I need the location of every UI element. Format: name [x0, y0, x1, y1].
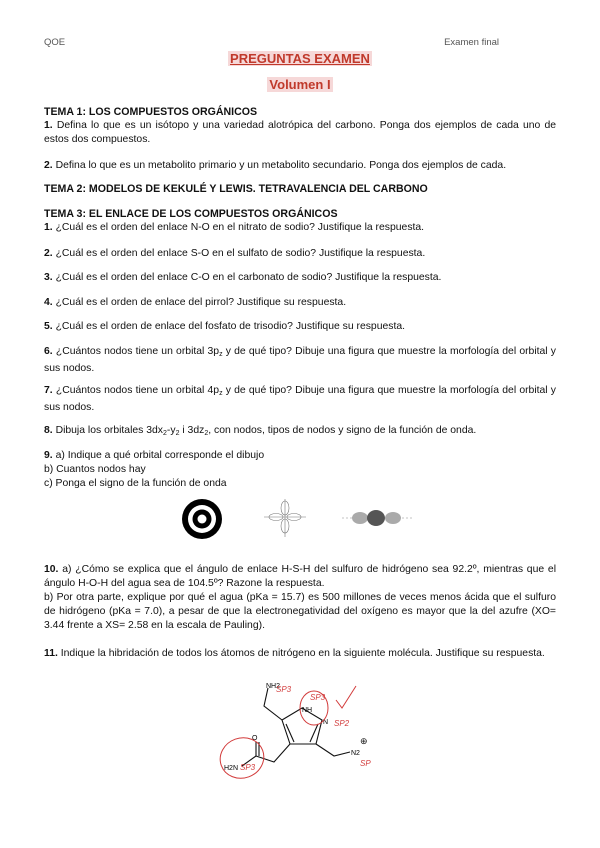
molecule-nh2-top: NH2 — [266, 683, 281, 690]
molecule-charge-plus: ⊕ — [360, 736, 368, 746]
tema3-q11: 11. Indique la hibridación de todos los átomos de nitrógeno en la siguiente molécula. Justifique su respuesta. — [44, 648, 545, 659]
tema3-q8: 8. Dibuja los orbitales $3dx_2-y_2$ i $3dz_2$, con nodos, tipos de nodos y signo de la función de onda. — [44, 425, 477, 437]
molecule-n2: N2 — [351, 750, 360, 757]
tema3-q4: 4. ¿Cuál es el orden de enlace del pirrol? Justifique su respuesta. — [44, 297, 347, 308]
tema1-q2: 2. Defina lo que es un metabolito primario y un metabolito secundario. Ponga dos ejemplos de cada. — [44, 160, 507, 171]
molecule-nh: NH — [302, 707, 313, 714]
molecule-oxygen: O — [252, 735, 258, 742]
tema1-heading: TEMA 1: LOS COMPUESTOS ORGÁNICOS — [44, 106, 258, 118]
tema3-q1: 1. ¿Cuál es el orden del enlace N-O en el nitrato de sodio? Justifique la respuesta. — [44, 222, 425, 233]
tema3-heading: TEMA 3: EL ENLACE DE LOS COMPUESTOS ORGÁNICOS — [44, 208, 338, 220]
orbital-dz2-figure — [342, 510, 412, 526]
annotation-sp2: SP2 — [334, 719, 350, 728]
tema3-block — [44, 207, 556, 235]
tema2-heading: TEMA 2: MODELOS DE KEKULÉ Y LEWIS. TETRAVALENCIA DEL CARBONO — [44, 183, 428, 195]
tema3-q5: 5. ¿Cuál es el orden de enlace del fosfato de trisodio? Justifique su respuesta. — [44, 321, 406, 332]
tema1-q1: 1. Defina lo que es un isótopo y una variedad alotrópica del carbono. Ponga dos ejemplos de cada uno de estos dos compuestos. — [44, 120, 557, 145]
annotation-sp3-c: SP3 — [240, 763, 256, 772]
annotation-sp3-a: SP3 — [276, 685, 292, 694]
annotation-sp3-b: SP3 — [310, 693, 326, 702]
page-title: PREGUNTAS EXAMEN — [230, 51, 370, 66]
header-exam: Examen final — [444, 37, 499, 48]
tema3-q3: 3. ¿Cuál es el orden del enlace C-O en el carbonato de sodio? Justifique la respuesta. — [44, 272, 442, 283]
orbital-concentric-figure — [182, 499, 222, 539]
annotation-sp-d: SP — [360, 759, 371, 768]
molecule-n-ring: N — [323, 719, 329, 726]
tema3-q6: 6. ¿Cuántos nodos tiene un orbital $3p_z$ y de qué tipo? Dibuje una figura que muestre la morfología del orbital y sus nodos. — [44, 346, 556, 374]
tema3-q9: 9. a) Indique a qué orbital corresponde el dibujo b) Cuantos nodos hay c) Ponga el signo de la función de onda — [44, 450, 265, 489]
header-course: QOE — [44, 37, 66, 48]
molecule-h2n: H2N — [224, 765, 239, 772]
tema1-block — [44, 105, 556, 147]
tema3-q7: 7. ¿Cuántos nodos tiene un orbital $4p_z$ y de qué tipo? Dibuje una figura que muestre la morfología del orbital y sus nodos. — [44, 385, 556, 413]
page-subtitle: Volumen I — [269, 77, 331, 92]
molecule-figure — [210, 672, 390, 784]
tema3-q10: 10. a) ¿Cómo se explica que el ángulo de enlace H-S-H del sulfuro de hidrógeno sea 92.2º, mientras que el ángulo H-O-H del agua sea de 104.5º? Razone la respuesta. b) Por otra parte, explique por qué el agua (pKa = 15.7) es 500 millones de veces menos ácida que el sulfuro de hidrógeno (pKa = 7.0), a pesar de que la electronegatividad del oxígeno es mayor que la del azufre (XO= 3.44 frente a XS= 2.58 en la escala de Pauling). — [44, 564, 556, 631]
orbital-figures — [0, 497, 600, 541]
tema3-q2: 2. ¿Cuál es el orden del enlace S-O en el sulfato de sodio? Justifique la respuesta. — [44, 248, 426, 259]
orbital-lobes-figure — [264, 499, 306, 537]
